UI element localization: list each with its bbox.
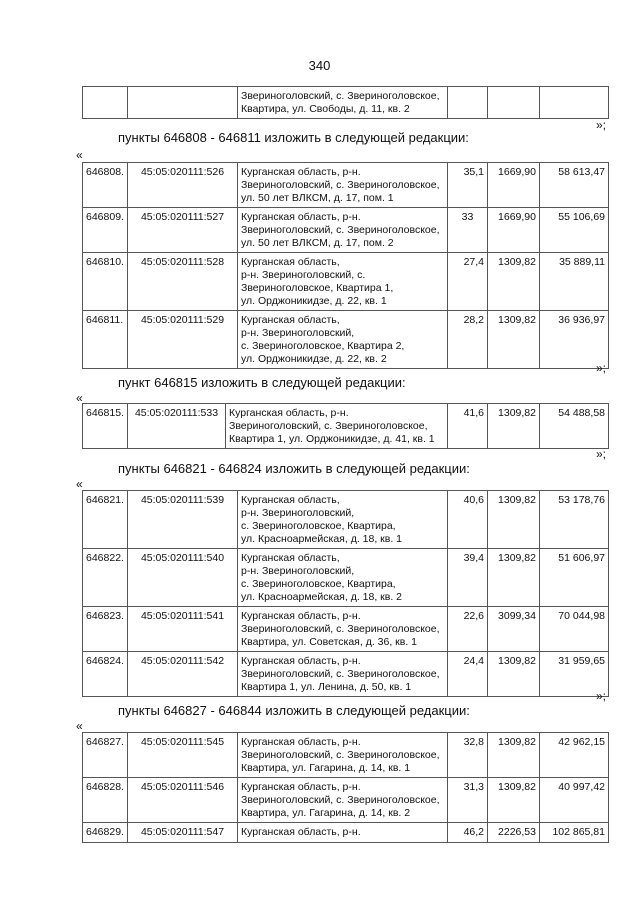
cell-value: 58 613,47 [540,163,609,208]
cell-rate: 1309,82 [488,652,540,697]
cell-area: 39,4 [448,549,488,607]
cell-cadastral: 45:05:020111:545 [128,733,238,778]
cell-area: 35,1 [448,163,488,208]
cell-value: 54 488,58 [540,404,609,449]
table-section-3 [82,490,609,697]
cell-cadastral: 45:05:020111:526 [128,163,238,208]
cell-rate: 1309,82 [488,778,540,823]
table-row [83,823,609,843]
cell-value: 35 889,11 [540,253,609,311]
cell-cadastral: 45:05:020111:547 [128,823,238,843]
cell-number: 646811. [83,311,128,369]
cell-number: 646829. [83,823,128,843]
section-heading: пункт 646815 изложить в следующей редакции: [118,375,406,390]
cell-number: 646828. [83,778,128,823]
cell-rate: 1309,82 [488,491,540,549]
table-row [83,607,609,652]
table-row [83,87,609,119]
table-continuation [82,86,609,119]
cell-number: 646809. [83,208,128,253]
cell-rate: 1669,90 [488,208,540,253]
table-row [83,733,609,778]
cell-address: Курганская область, р-н. Звериноголовский, с. Звериноголовское, Квартира, ул. Советская, д. 36, кв. 1 [238,607,448,652]
section-heading: пункты 646821 - 646824 изложить в следующей редакции: [118,461,470,476]
cell-number: 646827. [83,733,128,778]
table-row [83,404,609,449]
quote-close: »; [596,361,607,375]
cell-area: 46,2 [448,823,488,843]
cell-rate: 1309,82 [488,253,540,311]
cell-area: 27,4 [448,253,488,311]
cell-address: Звериноголовский, с. Звериноголовское, Квартира, ул. Свободы, д. 11, кв. 2 [238,87,448,119]
table-row [83,163,609,208]
cell-cadastral: 45:05:020111:529 [128,311,238,369]
cell-number: 646824. [83,652,128,697]
cell-cadastral: 45:05:020111:546 [128,778,238,823]
cell-area: 28,2 [448,311,488,369]
cell-value: 102 865,81 [540,823,609,843]
quote-open: « [76,477,83,491]
table-section-2 [82,403,609,449]
cell-address: Курганская область, р-н. Звериноголовский, с. Звериноголовское, Квартира 1, ул. Орджоникидзе, д. 22, кв. 1 [238,253,448,311]
cell-value: 70 044,98 [540,607,609,652]
table-row [83,253,609,311]
cell-rate: 1669,90 [488,163,540,208]
table-section-1 [82,162,609,369]
quote-open: « [76,391,83,405]
quote-open: « [76,148,83,162]
table-row [83,208,609,253]
cell-cadastral: 45:05:020111:542 [128,652,238,697]
cell-area [448,87,488,119]
cell-rate: 1309,82 [488,549,540,607]
quote-close: »; [596,118,607,132]
cell-value: 51 606,97 [540,549,609,607]
cell-value [540,87,609,119]
cell-value: 36 936,97 [540,311,609,369]
table-row [83,311,609,369]
table-row [83,549,609,607]
cell-number [83,87,128,119]
cell-address: Курганская область, р-н. Звериноголовский, с. Звериноголовское, Квартира, ул. Красноармейская, д. 18, кв. 2 [238,549,448,607]
cell-number: 646821. [83,491,128,549]
cell-rate: 2226,53 [488,823,540,843]
cell-number: 646822. [83,549,128,607]
cell-area: 40,6 [448,491,488,549]
cell-number: 646810. [83,253,128,311]
page-number: 340 [308,58,331,73]
cell-cadastral: 45:05:020111:527 [128,208,238,253]
cell-address: Курганская область, р-н. Звериноголовский, с. Звериноголовское, Квартира 1, ул. Ленина, д. 50, кв. 1 [238,652,448,697]
quote-close: »; [596,689,607,703]
cell-cadastral: 45:05:020111:528 [128,253,238,311]
cell-area: 31,3 [448,778,488,823]
table-row [83,491,609,549]
cell-address: Курганская область, р-н. Звериноголовский, с. Звериноголовское, ул. 50 лет ВЛКСМ, д. 17, пом. 2 [238,208,448,253]
cell-area: 22,6 [448,607,488,652]
cell-cadastral: 45:05:020111:533 [128,404,226,449]
cell-rate: 3099,34 [488,607,540,652]
cell-number: 646815. [83,404,128,449]
cell-address: Курганская область, р-н. Звериноголовский, с. Звериноголовское, Квартира 2, ул. Орджоникидзе, д. 22, кв. 2 [238,311,448,369]
quote-open: « [76,719,83,733]
cell-cadastral: 45:05:020111:539 [128,491,238,549]
cell-area: 41,6 [448,404,488,449]
cell-address: Курганская область, р-н. Звериноголовский, с. Звериноголовское, Квартира, ул. Гагарина, д. 14, кв. 2 [238,778,448,823]
table-section-4 [82,732,609,843]
cell-area: 32,8 [448,733,488,778]
cell-area: 24,4 [448,652,488,697]
cell-address: Курганская область, р-н. Звериноголовский, с. Звериноголовское, Квартира, ул. Красноармейская, д. 18, кв. 1 [238,491,448,549]
cell-rate: 1309,82 [488,311,540,369]
quote-close: »; [596,447,607,461]
cell-address: Курганская область, р-н. Звериноголовский, с. Звериноголовское, Квартира 1, ул. Орджоникидзе, д. 41, кв. 1 [226,404,448,449]
cell-address: Курганская область, р-н. Звериноголовский, с. Звериноголовское, ул. 50 лет ВЛКСМ, д. 17, пом. 1 [238,163,448,208]
cell-value: 31 959,65 [540,652,609,697]
cell-address: Курганская область, р-н. Звериноголовский, с. Звериноголовское, Квартира, ул. Гагарина, д. 14, кв. 1 [238,733,448,778]
section-heading: пункты 646808 - 646811 изложить в следующей редакции: [118,130,469,145]
cell-number: 646823. [83,607,128,652]
cell-value: 53 178,76 [540,491,609,549]
cell-value: 42 962,15 [540,733,609,778]
cell-cadastral [128,87,238,119]
table-row [83,778,609,823]
cell-cadastral: 45:05:020111:541 [128,607,238,652]
cell-value: 40 997,42 [540,778,609,823]
section-heading: пункты 646827 - 646844 изложить в следующей редакции: [118,703,470,718]
cell-cadastral: 45:05:020111:540 [128,549,238,607]
cell-address: Курганская область, р-н. [238,823,448,843]
table-row [83,652,609,697]
cell-rate: 1309,82 [488,733,540,778]
cell-rate: 1309,82 [488,404,540,449]
cell-number: 646808. [83,163,128,208]
cell-area: 33 [448,208,488,253]
cell-rate [488,87,540,119]
cell-value: 55 106,69 [540,208,609,253]
